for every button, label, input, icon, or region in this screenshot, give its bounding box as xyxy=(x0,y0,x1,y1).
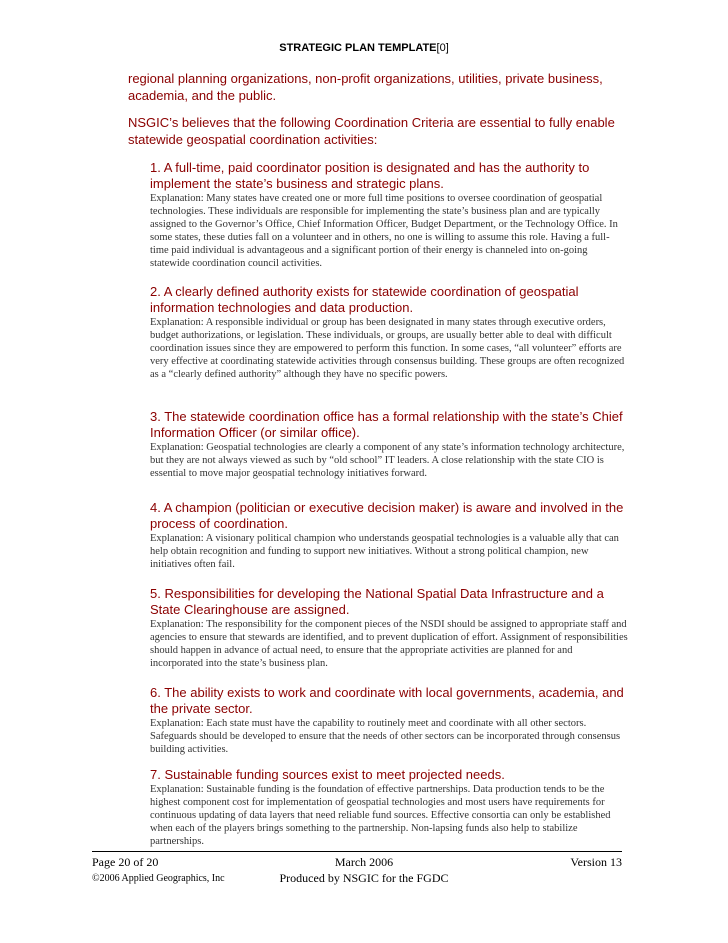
criterion-item-5 xyxy=(150,586,628,670)
criterion-item-3 xyxy=(150,409,628,480)
footer-divider xyxy=(92,851,622,852)
footer-version: Version 13 xyxy=(570,855,622,869)
criterion-item-6 xyxy=(150,685,628,756)
criterion-explanation: Explanation: A visionary political champion who understands geospatial technologies is a valuable ally that can help obtain recognition and funding to support new initiatives. Without a strong political champion, new initiatives often fail. xyxy=(150,533,619,570)
criterion-explanation: Explanation: Many states have created one or more full time positions to oversee coordination of geospatial technologies. These individuals are responsible for implementing the state’s business plan and are typically assigned to the Governor’s Office, Chief Information Officer, Budget Department, or the Technology Office. In some states, these duties fall on a volunteer and in others, no one is willing to assume this role. Having a full-time paid individual is advantageous and a significant portion of their energy is channeled into on-going statewide coordination council activities. xyxy=(150,193,618,269)
criterion-title: 5. Responsibilities for developing the National Spatial Data Infrastructure and a State Clearinghouse are assigned. xyxy=(150,586,604,617)
criterion-title: 7. Sustainable funding sources exist to meet projected needs. xyxy=(150,767,505,782)
criterion-title: 3. The statewide coordination office has a formal relationship with the state’s Chief Information Officer (or similar office). xyxy=(150,409,623,440)
criterion-title: 1. A full-time, paid coordinator position is designated and has the authority to implement the state’s business and strategic plans. xyxy=(150,160,590,191)
intro-continuation: regional planning organizations, non-profit organizations, utilities, private business, academia, and the public. xyxy=(128,71,603,103)
criterion-explanation: Explanation: Each state must have the capability to routinely meet and coordinate with all other sectors. Safeguards should be developed to ensure that the needs of other sectors can be incorporated through consensus building activities. xyxy=(150,718,621,755)
criteria-lead-paragraph: NSGIC’s believes that the following Coordination Criteria are essential to fully enable statewide geospatial coordination activities: xyxy=(128,115,615,147)
footer-copyright: ©2006 Applied Geographics, Inc xyxy=(92,873,225,884)
footer-produced-by: Produced by NSGIC for the FGDC xyxy=(279,871,449,885)
footer-page-number: Page 20 of 20 xyxy=(92,855,159,869)
header-reference: [0] xyxy=(436,42,449,54)
header-title: STRATEGIC PLAN TEMPLATE xyxy=(279,42,437,54)
criterion-explanation: Explanation: Sustainable funding is the foundation of effective partnerships. Data production tends to be the highest component cost for implementation of geospatial technologies and most users have requirements for continuous updating of data layers that need reliable fund sources. Effective consortia can only be established when each of the players brings something to the partnership. Non-lapsing funds also help to stabilize partnerships. xyxy=(150,784,611,847)
criterion-title: 4. A champion (politician or executive decision maker) is aware and involved in the process of coordination. xyxy=(150,500,624,531)
criterion-item-1 xyxy=(150,160,628,270)
criterion-explanation: Explanation: A responsible individual or group has been designated in many states through executive orders, budget authorizations, or legislation. These individuals, or groups, are usually better able to deal with difficult coordination issues since they are empowered to perform this function. In some cases, “all volunteer” efforts are very effective at coordinating statewide activities through consensus building. These groups are often recognized as a “clearly defined authority” although they have no specific powers. xyxy=(150,317,625,380)
criterion-explanation: Explanation: Geospatial technologies are clearly a component of any state’s information technology architecture, but they are not always viewed as such by “old school” IT leaders. A close relationship with the state CIO is essential to move major geospatial technology initiatives forward. xyxy=(150,442,625,479)
criterion-item-7 xyxy=(150,767,628,848)
footer-date: March 2006 xyxy=(334,855,394,869)
criterion-title: 2. A clearly defined authority exists for statewide coordination of geospatial information technologies and data production. xyxy=(150,284,579,315)
criterion-title: 6. The ability exists to work and coordinate with local governments, academia, and the private sector. xyxy=(150,685,624,716)
page-header xyxy=(0,42,728,54)
criterion-explanation: Explanation: The responsibility for the component pieces of the NSDI should be assigned to appropriate staff and agencies to ensure that stewards are identified, and to prevent duplication of effort. Assignment of responsibilities should happen in advance of actual need, to ensure that the appropriate activities are planned for and incorporated into the state’s business plan. xyxy=(150,619,628,669)
criterion-item-4 xyxy=(150,500,628,571)
criterion-item-2 xyxy=(150,284,628,381)
